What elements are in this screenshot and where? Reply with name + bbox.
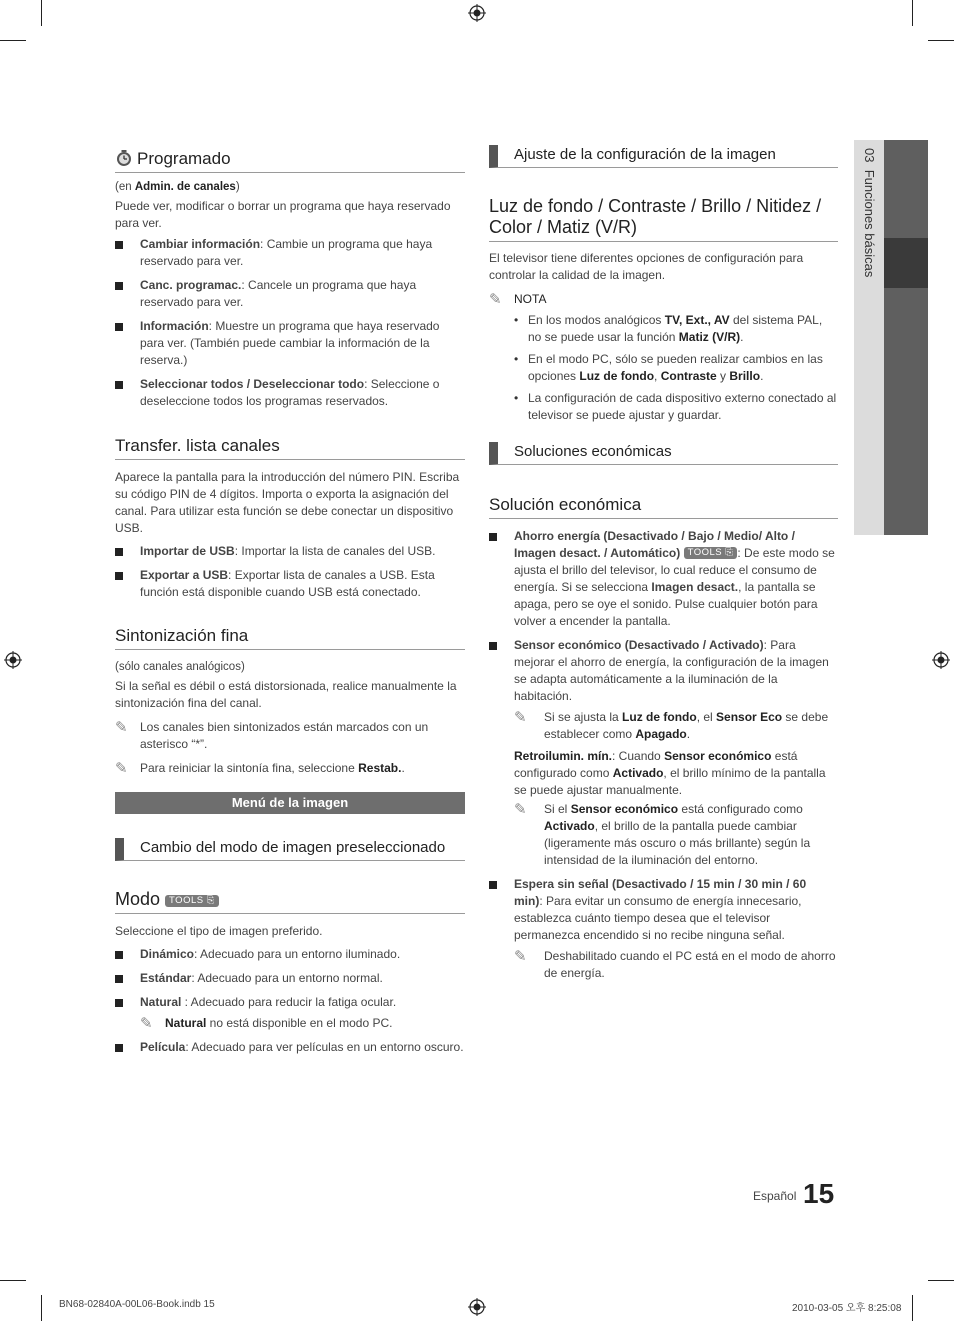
crop-mark — [928, 40, 954, 41]
note-list — [489, 312, 838, 424]
imprint-date: 2010-03-05 오후 8:25:08 — [792, 1303, 902, 1314]
section-intro: Seleccione el tipo de imagen preferido. — [115, 924, 323, 938]
section-programado — [115, 148, 465, 410]
list-item: Película: Adecuado para ver películas en un entorno oscuro. — [115, 1039, 465, 1056]
left-column — [115, 140, 465, 1056]
crop-mark — [928, 1280, 954, 1281]
list-item: • En el modo PC, sólo se pueden realizar cambios en las opciones Luz de fondo, Contraste y Brillo. — [514, 351, 838, 385]
section-heading: Transfer. lista canales — [115, 435, 465, 460]
imprint-file: BN68-02840A-00L06-Book.indb 15 — [59, 1299, 215, 1310]
page-number: 15 — [803, 1178, 835, 1209]
list-item: Importar de USB: Importar la lista de canales del USB. — [115, 543, 465, 560]
crop-mark — [41, 1295, 42, 1321]
menu-banner: Menú de la imagen — [115, 792, 465, 814]
list-item: Cambiar información: Cambie un programa que haya reservado para ver. — [115, 236, 465, 270]
section-transfer — [115, 435, 465, 601]
tools-button-icon: TOOLS ⎘ — [684, 547, 738, 559]
section-title: Programado — [137, 149, 231, 168]
list-item: Canc. programac.: Cancele un programa que haya reservado para ver. — [115, 277, 465, 311]
section-heading: Solución económica — [489, 494, 838, 519]
section-intro: El televisor tiene diferentes opciones de configuración para controlar la calidad de la imagen. — [489, 251, 804, 282]
list-item: Espera sin señal (Desactivado / 15 min / 30 min / 60 min): Para evitar un consumo de energía innecesario, establezca cuánto tiempo desea que el televisor permanezca encendido si no recibe ninguna señal. ✎ Deshabilitado cuando el PC está en el modo de ahorro de energía. — [489, 876, 838, 982]
list-item: Dinámico: Adecuado para un entorno iluminado. — [115, 946, 465, 963]
pencil-icon: ✎ — [140, 1015, 153, 1032]
pencil-icon: ✎ — [489, 291, 502, 308]
note: ✎ Los canales bien sintonizados están marcados con un asterisco “*”. — [115, 719, 429, 751]
subsection-heading: Cambio del modo de imagen preseleccionado — [115, 838, 465, 861]
list-item: Estándar: Adecuado para un entorno normal. — [115, 970, 465, 987]
chapter-tab-marker — [884, 238, 928, 288]
subsection-heading: Ajuste de la configuración de la imagen — [489, 145, 838, 168]
pencil-icon: ✎ — [115, 719, 128, 736]
list-item: Exportar a USB: Exportar lista de canales a USB. Esta función está disponible cuando USB está conectado. — [115, 567, 465, 601]
sub-option: Retroilumin. mín.: Cuando Sensor económico está configurado como Activado, el brillo mínimo de la pantalla se puede ajustar manualmente. — [514, 749, 826, 797]
section-heading: Sintonización fina — [115, 625, 465, 650]
crop-mark — [0, 40, 26, 41]
crop-mark — [912, 0, 913, 26]
footer-language: Español — [753, 1189, 797, 1203]
note: ✎ Si el Sensor económico está configurado como Activado, el brillo de la pantalla puede cambiar (ligeramente más oscuro o más brillante) según la intensidad de la iluminación del entorno. — [514, 801, 811, 867]
list-item: Seleccionar todos / Deseleccionar todo: Seleccione o deseleccione todos los programas reservados. — [115, 376, 465, 410]
registration-mark-icon — [468, 1298, 486, 1316]
chapter-title: Funciones básicas — [862, 169, 877, 278]
registration-mark-icon — [4, 651, 22, 669]
context-note: (sólo canales analógicos) — [115, 661, 245, 673]
option-list — [115, 946, 465, 1011]
subsection-heading: Soluciones económicas — [489, 442, 838, 465]
option-list — [489, 528, 838, 982]
list-item: Información: Muestre un programa que haya reservado para ver. (También puede cambiar la información de la reserva.) — [115, 318, 465, 369]
pencil-icon: ✎ — [514, 709, 527, 726]
section-heading — [115, 148, 465, 173]
section-title: Modo — [115, 889, 161, 909]
context-note: (en Admin. de canales) — [115, 181, 240, 193]
section-intro: Si la señal es débil o está distorsionada, realice manualmente la sintonización fina del canal. — [115, 679, 457, 710]
chapter-label — [862, 148, 877, 348]
section-solucion — [489, 494, 838, 982]
section-intro: Puede ver, modificar o borrar un programa que haya reservado para ver. — [115, 199, 451, 230]
crop-mark — [912, 1295, 913, 1321]
crop-mark — [0, 1280, 26, 1281]
pencil-icon: ✎ — [514, 948, 527, 965]
pencil-icon: ✎ — [115, 760, 128, 777]
chapter-tab-dark — [884, 140, 928, 535]
list-item: Natural : Adecuado para reducir la fatiga ocular. — [115, 994, 465, 1011]
note: ✎ Deshabilitado cuando el PC está en el modo de ahorro de energía. — [514, 948, 836, 980]
right-column — [489, 140, 838, 982]
section-intro: Aparece la pantalla para la introducción del número PIN. Escriba su código PIN de 4 dígitos. Importa o exporta la asignación del canal. Para utilizar esta función se debe conectar un dispositivo USB. — [115, 470, 460, 535]
list-item: • En los modos analógicos TV, Ext., AV del sistema PAL, no se puede usar la función Matiz (V/R). — [514, 312, 838, 346]
registration-mark-icon — [932, 651, 950, 669]
note-heading: ✎ NOTA — [489, 291, 547, 308]
crop-mark — [41, 0, 42, 26]
tools-button-icon: TOOLS ⎘ — [165, 895, 219, 907]
note: ✎ Si se ajusta la Luz de fondo, el Sensor Eco se debe establecer como Apagado. — [514, 709, 829, 741]
section-heading — [115, 889, 465, 914]
pencil-icon: ✎ — [514, 801, 527, 818]
section-sintonizacion — [115, 625, 465, 777]
list-item: • La configuración de cada dispositivo externo conectado al televisor se puede ajustar y guardar. — [514, 390, 838, 424]
section-luz — [489, 196, 838, 424]
note: ✎ Para reiniciar la sintonía fina, seleccione Restab.. — [115, 760, 405, 777]
chapter-number: 03 — [862, 148, 877, 163]
section-modo — [115, 889, 465, 1056]
registration-mark-icon — [468, 4, 486, 22]
list-item: Ahorro energía (Desactivado / Bajo / Medio/ Alto / Imagen desact. / Automático) TOOLS ⎘ : De este modo se ajusta el brillo del televisor, lo cual reduce el consumo de energía. Si se selecciona Imagen desact., la pantalla se apaga, pero se oye el sonido. Pulse cualquier botón para volver a encender la pantalla. — [489, 528, 838, 630]
option-list — [115, 1039, 465, 1056]
option-list — [115, 543, 465, 601]
section-heading: Luz de fondo / Contraste / Brillo / Nitidez / Color / Matiz (V/R) — [489, 196, 838, 242]
option-list — [115, 236, 465, 410]
list-item: Sensor económico (Desactivado / Activado): Para mejorar el ahorro de energía, la configuración de la imagen se adapta automáticamente a la iluminación de la habitación. ✎ Si se ajusta la Luz de fondo, el Sensor Eco se debe establecer como Apagado. Retroilumin. mín.: Cuando Sensor económico está configurado como Activado, el brillo mínimo de la pantalla se puede ajustar manualmente. ✎ Si el Sensor económico está configurado como Activado, el brillo de la pantalla puede cambiar (ligeramente más oscuro o más brillante) según la intensidad de la iluminación del entorno. — [489, 637, 838, 869]
clock-icon — [115, 149, 133, 167]
note: ✎ Natural no está disponible en el modo PC. — [140, 1015, 393, 1032]
